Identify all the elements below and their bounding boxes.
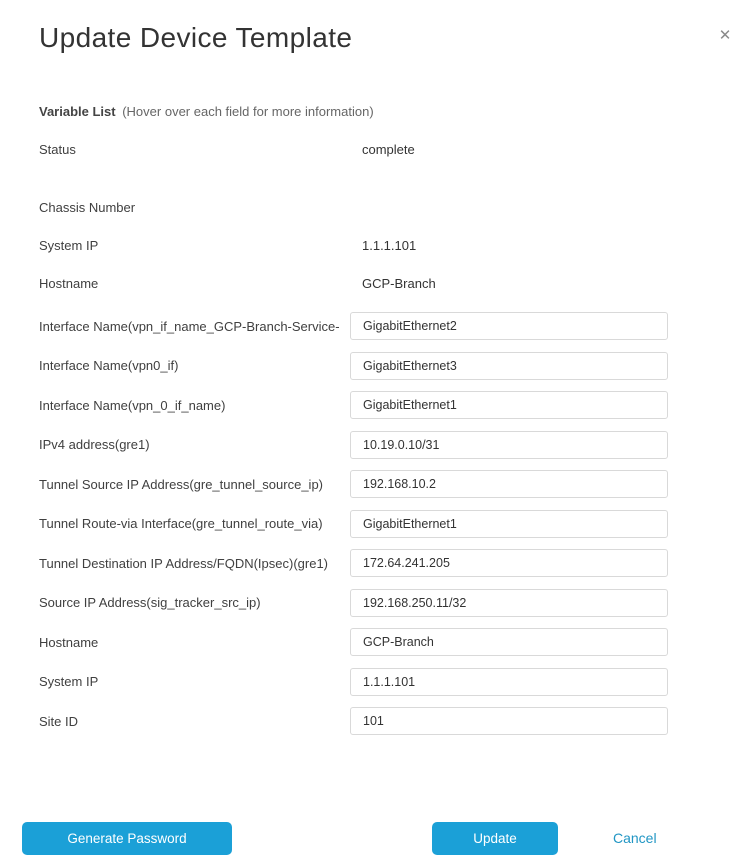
input-field-row [39,470,713,498]
static-rows [39,130,713,302]
variable-input[interactable] [350,431,668,459]
variable-input[interactable] [350,549,668,577]
input-field-row [39,589,713,617]
variable-input[interactable] [350,510,668,538]
update-button[interactable]: Update [432,822,558,855]
input-field-row [39,312,713,340]
close-icon[interactable]: ✕ [718,27,732,44]
field-label: Chassis Number [39,199,136,215]
variable-input[interactable] [350,352,668,380]
generate-password-button[interactable]: Generate Password [22,822,232,855]
field-value: complete [362,141,415,157]
field-label: IPv4 address(gre1) [39,437,150,452]
field-label: Site ID [39,713,79,729]
variable-input[interactable] [350,628,668,656]
variable-input[interactable] [350,470,668,498]
static-field-row [39,188,713,226]
input-field-row [39,707,713,735]
field-label: Hostname [39,275,99,291]
field-label: System IP [39,674,99,689]
static-field-row [39,130,713,168]
field-value: GCP-Branch [362,275,436,291]
dialog-footer [0,822,752,855]
variable-input[interactable] [350,391,668,419]
input-field-row [39,391,713,419]
cancel-button[interactable]: Cancel [613,830,657,846]
input-rows [39,312,713,735]
field-label: Interface Name(vpn0_if) [39,358,179,373]
field-value: 1.1.1.101 [362,237,417,253]
field-label: Interface Name(vpn_0_if_name) [39,397,226,413]
field-label: Status [39,141,76,157]
variable-input[interactable] [350,707,668,735]
page-title: Update Device Template [39,22,353,53]
input-field-row [39,352,713,380]
input-field-row [39,628,713,656]
field-label: Interface Name(vpn_if_name_GCP-Branch-Service- [39,318,340,334]
input-field-row [39,549,713,577]
static-field-row [39,226,713,264]
field-label: Tunnel Destination IP Address/FQDN(Ipsec)(gre1) [39,555,329,571]
input-field-row [39,510,713,538]
variable-input[interactable] [350,668,668,696]
field-label: Tunnel Source IP Address(gre_tunnel_source_ip) [39,476,324,492]
input-field-row [39,668,713,696]
variable-input[interactable] [350,312,668,340]
field-label: System IP [39,237,99,253]
update-device-template-dialog [0,22,752,865]
variable-list-hint: (Hover over each field for more information) [122,104,374,119]
field-label: Hostname [39,634,99,650]
field-label: Source IP Address(sig_tracker_src_ip) [39,595,261,610]
field-label: Tunnel Route-via Interface(gre_tunnel_route_via) [39,516,323,531]
input-field-row [39,431,713,459]
static-field-row [39,264,713,302]
variable-list-header [39,103,713,120]
variable-input[interactable] [350,589,668,617]
variable-list-title: Variable List [39,104,116,119]
